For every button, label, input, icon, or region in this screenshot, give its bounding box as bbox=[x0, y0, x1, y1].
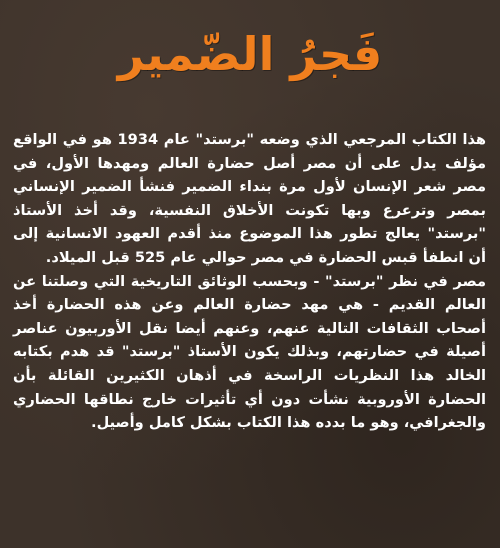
article-body bbox=[13, 128, 486, 435]
paragraph-1: هذا الكتاب المرجعي الذي وضعه "برستد" عام 1934 هو في الواقع مؤلف يدل على أن مصر أصل حضارة العالم ومهدها الأول، في مصر شعر الإنسان لأول مرة بنداء الضمير فنشأ الضمير الإنساني بمصر وترعرع وبها تكونت الأخلاق النفسية، وقد أخذ الأستاذ "برستد" يعالج تطور هذا الموضوع منذ أقدم العهود الانسانية إلى أن انطفأ قبس الحضارة في مصر حوالي عام 525 قبل الميلاد. bbox=[13, 131, 486, 266]
page-title: فَجرُ الضّمير bbox=[117, 27, 383, 81]
paragraph-2: مصر في نظر "برستد" - وبحسب الوثائق التاريخية التي وصلتنا عن العالم القديم - هي مهد حضارة العالم وعن هذه الحضارة أخذ أصحاب الثقافات التالية عنهم، وعنهم أيضا نقل الأوربيون عناصر أصيلة في حضارتهم، وبذلك يكون الأستاذ "برستد" قد هدم بكتابه الخالد هذا النظريات الراسخة في أذهان الكثيرين القائلة بأن الحضارة الأوروبية نشأت دون أي تأثيرات خارج نطاقها الحضاري والجغرافي، وهو ما بدده هذا الكتاب بشكل كامل وأصيل. bbox=[13, 272, 486, 432]
